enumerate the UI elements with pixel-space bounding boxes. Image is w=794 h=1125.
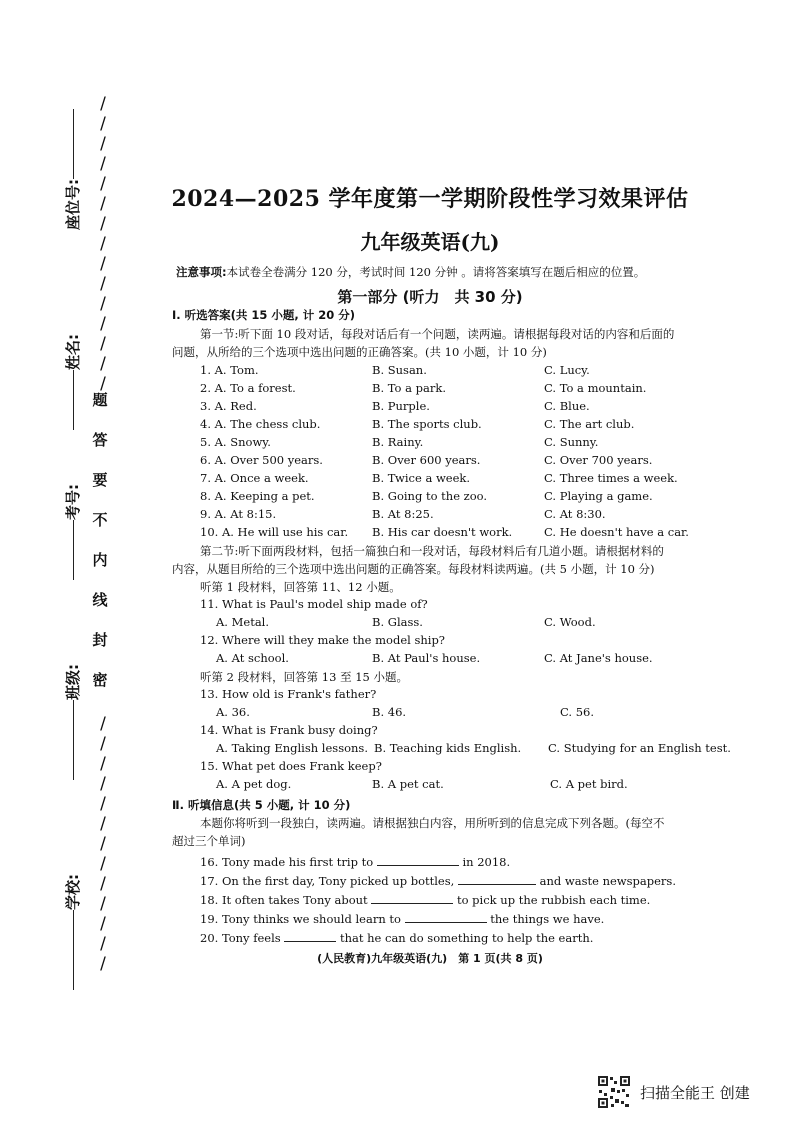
option-11a: A. Metal. — [216, 615, 270, 629]
option-1a: 1. A. Tom. — [200, 363, 259, 377]
question-14: 14. What is Frank busy doing? — [200, 723, 378, 737]
qr-code-icon — [597, 1075, 631, 1109]
part2-instruction-2: 内容，从题目所给的三个选项中选出问题的正确答案。每段材料读两遍。(共 5 小题，计 10 分) — [172, 562, 655, 576]
option-7b: B. Twice a week. — [372, 471, 471, 485]
exam-no-field — [62, 484, 83, 580]
answer-blank-19[interactable] — [405, 910, 487, 923]
option-5b: B. Rainy. — [372, 435, 424, 449]
option-9b: B. At 8:25. — [372, 507, 434, 521]
seat-field — [62, 109, 83, 230]
seal-char: 答 — [92, 431, 108, 449]
page-footer: (人民教育)九年级英语(九) 第 1 页(共 8 页) — [317, 952, 543, 965]
question-18: 18. It often takes Tony about to pick up the rubbish each time. — [200, 893, 651, 907]
exam-notice — [176, 264, 776, 280]
seal-line-notice — [85, 380, 115, 700]
answer-blank-18[interactable] — [371, 891, 453, 904]
option-14c: C. Studying for an English test. — [548, 741, 731, 755]
seal-char: 密 — [92, 671, 108, 689]
seal-char: 题 — [92, 391, 108, 409]
part2-instruction-1: 第二节:听下面两段材料，包括一篇独白和一段对话，每段材料后有几道小题。请根据材料的 — [200, 544, 664, 558]
class-label: 班级: — [64, 664, 82, 700]
scanner-caption: 扫描全能王 创建 — [640, 1084, 750, 1102]
notice-text: 本试卷全卷满分 120 分，考试时间 120 分钟 。请将答案填写在题后相应的位置。 — [226, 265, 646, 279]
option-8a: 8. A. Keeping a pet. — [200, 489, 315, 503]
option-3c: C. Blue. — [544, 399, 590, 413]
school-field — [62, 874, 83, 990]
option-5c: C. Sunny. — [544, 435, 599, 449]
option-6a: 6. A. Over 500 years. — [200, 453, 323, 467]
option-10c: C. He doesn't have a car. — [544, 525, 689, 539]
option-14a: A. Taking English lessons. — [216, 741, 368, 755]
question-16: 16. Tony made his first trip to in 2018. — [200, 855, 511, 869]
question-12: 12. Where will they make the model ship? — [200, 633, 445, 647]
option-4a: 4. A. The chess club. — [200, 417, 321, 431]
exam-title: 2024—2025 学年度第一学期阶段性学习效果评估 — [171, 186, 689, 212]
option-13a: A. 36. — [216, 705, 250, 719]
part1-instruction-1: 第一节:听下面 10 段对话，每段对话后有一个问题，读两遍。请根据每段对话的内容和后面的 — [200, 327, 675, 341]
option-12a: A. At school. — [216, 651, 289, 665]
option-2c: C. To a mountain. — [544, 381, 647, 395]
option-15a: A. A pet dog. — [216, 777, 292, 791]
option-1c: C. Lucy. — [544, 363, 590, 377]
material1-intro: 听第 1 段材料，回答第 11、12 小题。 — [200, 580, 401, 594]
option-1b: B. Susan. — [372, 363, 427, 377]
option-10b: B. His car doesn't work. — [372, 525, 513, 539]
question-19: 19. Tony thinks we should learn to the things we have. — [200, 912, 605, 926]
question-17: 17. On the first day, Tony picked up bottles, and waste newspapers. — [200, 874, 676, 888]
answer-blank-20[interactable] — [284, 929, 336, 942]
question-20: 20. Tony feels that he can do something to help the earth. — [200, 931, 594, 945]
option-9c: C. At 8:30. — [544, 507, 606, 521]
section1-heading: Ⅰ. 听选答案(共 15 小题, 计 20 分) — [172, 308, 356, 322]
seal-char: 线 — [92, 591, 108, 609]
part1-instruction-2: 问题，从所给的三个选项中选出问题的正确答案。(共 10 小题，计 10 分) — [172, 345, 547, 359]
option-6c: C. Over 700 years. — [544, 453, 653, 467]
option-12c: C. At Jane's house. — [544, 651, 653, 665]
question-11: 11. What is Paul's model ship made of? — [200, 597, 428, 611]
option-12b: B. At Paul's house. — [372, 651, 481, 665]
option-13b: B. 46. — [372, 705, 407, 719]
option-2a: 2. A. To a forest. — [200, 381, 296, 395]
option-5a: 5. A. Snowy. — [200, 435, 271, 449]
option-10a: 10. A. He will use his car. — [200, 525, 349, 539]
question-13: 13. How old is Frank's father? — [200, 687, 377, 701]
question-15: 15. What pet does Frank keep? — [200, 759, 382, 773]
option-8c: C. Playing a game. — [544, 489, 653, 503]
option-7a: 7. A. Once a week. — [200, 471, 309, 485]
option-4b: B. The sports club. — [372, 417, 482, 431]
seat-label: 座位号: — [64, 179, 82, 230]
cut-line-slashes: / / / / / / / / / / / / / / / / / / / / / / / / / / / / — [100, 94, 106, 974]
answer-blank-16[interactable] — [377, 853, 459, 866]
option-11b: B. Glass. — [372, 615, 423, 629]
option-15b: B. A pet cat. — [372, 777, 444, 791]
option-2b: B. To a park. — [372, 381, 446, 395]
name-label: 姓名: — [64, 334, 82, 370]
name-field — [62, 334, 83, 430]
section2-instruction-2: 超过三个单词) — [172, 834, 246, 848]
material2-intro: 听第 2 段材料，回答第 13 至 15 小题。 — [200, 670, 409, 684]
notice-label: 注意事项: — [176, 265, 227, 279]
option-3b: B. Purple. — [372, 399, 430, 413]
seal-char: 不 — [92, 511, 108, 529]
seal-char: 内 — [92, 551, 108, 569]
seal-char: 封 — [92, 631, 108, 649]
option-14b: B. Teaching kids English. — [374, 741, 522, 755]
option-6b: B. Over 600 years. — [372, 453, 481, 467]
part-heading: 第一部分 (听力 共 30 分) — [337, 288, 523, 306]
option-11c: C. Wood. — [544, 615, 596, 629]
class-field — [62, 664, 83, 780]
section2-instruction-1: 本题你将听到一段独白，读两遍。请根据独白内容，用所听到的信息完成下列各题。(每空不 — [200, 816, 665, 830]
seal-char: 要 — [92, 471, 108, 489]
section2-heading: Ⅱ. 听填信息(共 5 小题, 计 10 分) — [172, 798, 351, 812]
option-8b: B. Going to the zoo. — [372, 489, 488, 503]
option-13c: C. 56. — [560, 705, 594, 719]
answer-blank-17[interactable] — [458, 872, 536, 885]
school-label: 学校: — [64, 874, 82, 910]
option-9a: 9. A. At 8:15. — [200, 507, 277, 521]
option-3a: 3. A. Red. — [200, 399, 257, 413]
option-4c: C. The art club. — [544, 417, 635, 431]
option-15c: C. A pet bird. — [550, 777, 628, 791]
exam-no-label: 考号: — [64, 484, 82, 520]
option-7c: C. Three times a week. — [544, 471, 678, 485]
exam-subtitle: 九年级英语(九) — [360, 230, 500, 254]
